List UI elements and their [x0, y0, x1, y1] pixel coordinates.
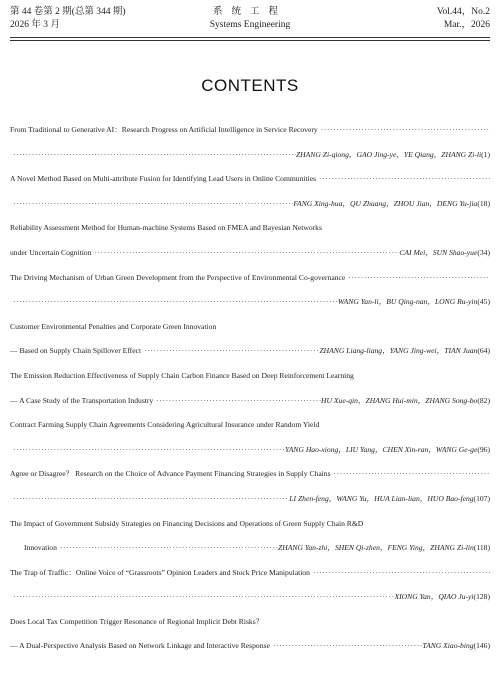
toc-title-line	[10, 272, 490, 297]
journal-name-cn: 系统工程	[212, 7, 287, 17]
article-authors: ZHANG Zi-qiong，GAO Jing-ye，YE Qiang，ZHANG Zi-li	[295, 149, 482, 159]
toc-author-line	[10, 640, 490, 665]
article-authors: WANG Yan-li，BU Qing-nan，LONG Ru-yin	[337, 297, 478, 307]
article-page: (64)	[477, 346, 490, 356]
article-authors: ZHANG Yan-zhi，SHEN Qi-zhen，FENG Ying，ZHANG Zi-lin	[278, 543, 474, 553]
article-page: (45)	[477, 297, 490, 307]
article-authors: TANG Xiao-bing	[422, 641, 474, 651]
dot-leader	[270, 640, 423, 652]
toc-title-line	[10, 370, 490, 395]
toc-author-line	[10, 198, 490, 223]
toc-title-line	[10, 616, 490, 641]
dot-leader	[10, 198, 293, 210]
dot-leader	[310, 567, 490, 579]
article-authors: FANG Xing-hua，QU Zhuang，ZHOU Jian，DENG Yu-jia	[293, 198, 478, 208]
article-page: (34)	[477, 247, 490, 257]
article-authors: YANG Hao-xiong，LIU Yang，CHEN Xin-ran，WANG Ge-ge	[285, 444, 478, 454]
dot-leader	[57, 542, 278, 554]
toc-author-line	[10, 395, 490, 420]
article-page: (18)	[477, 198, 490, 208]
dot-leader	[10, 444, 285, 456]
toc-author-line	[10, 542, 490, 567]
article-title: Reliability Assessment Method for Human-machine Systems Based on FMEA and Bayesian Networks	[10, 223, 322, 233]
article-title: The Emission Reduction Effectiveness of Supply Chain Carbon Finance Based on Deep Reinforcement Learning	[10, 370, 354, 380]
article-page: (146)	[473, 641, 490, 651]
issue-volume: 第 44 卷第 2 期(总第 344 期)	[10, 7, 126, 17]
article-title: Agree or Disagree？ Research on the Choice of Advance Payment Financing Strategies in Supply Chains	[10, 469, 331, 479]
header-rule-thin	[10, 40, 490, 41]
article-title-continued: — Based on Supply Chain Spillover Effect	[10, 346, 142, 356]
toc-author-line	[10, 591, 490, 616]
toc-title-line	[10, 567, 490, 592]
article-authors: LI Zhen-feng，WANG Yu，HUA Lian-lian，HUO Bao-feng	[289, 493, 474, 503]
article-title: The Driving Mechanism of Urban Green Development from the Perspective of Environmental Co-governance	[10, 272, 346, 282]
issue-date-cn: 2026 年 3 月	[10, 20, 60, 30]
article-authors: CAI Mei，SUN Shao-yue	[399, 247, 478, 257]
toc-title-line	[10, 419, 490, 444]
article-title: Does Local Tax Competition Trigger Resonance of Regional Implicit Debt Risks？	[10, 616, 264, 626]
article-page: (82)	[477, 395, 490, 405]
toc-title-line	[10, 321, 490, 346]
page-title: CONTENTS	[201, 76, 299, 95]
toc-author-line	[10, 296, 490, 321]
article-title: The Impact of Government Subsidy Strategies on Financing Decisions and Operations of Green Supply Chain R&D	[10, 518, 364, 528]
toc-title-line	[10, 518, 490, 543]
article-page: (128)	[473, 592, 490, 602]
header-rule-thick	[10, 37, 490, 38]
dot-leader	[331, 468, 490, 480]
journal-name-en: Systems Engineering	[209, 20, 291, 30]
table-of-contents	[10, 124, 490, 665]
toc-author-line	[10, 345, 490, 370]
dot-leader	[318, 124, 490, 136]
dot-leader	[10, 591, 395, 603]
article-title: A Novel Method Based on Multi-attribute Fusion for Identifying Lead Users in Online Communities	[10, 174, 317, 184]
dot-leader	[10, 493, 289, 505]
volume-info	[437, 6, 490, 32]
toc-author-line	[10, 247, 490, 272]
article-authors: ZHANG Liang-liang，YANG Jing-wei，TIAN Juan	[319, 346, 478, 356]
issue-date-en: Mar.，2026	[443, 20, 490, 30]
toc-author-line	[10, 149, 490, 174]
article-title: Customer Environmental Penalties and Corporate Green Innovation	[10, 321, 217, 331]
journal-name	[10, 6, 490, 32]
toc-title-line	[10, 222, 490, 247]
dot-leader	[141, 345, 319, 357]
dot-leader	[153, 395, 321, 407]
article-page: (96)	[477, 444, 490, 454]
dot-leader	[316, 173, 490, 185]
dot-leader	[10, 149, 296, 161]
toc-author-line	[10, 444, 490, 469]
toc-title-line	[10, 124, 490, 149]
article-authors: HU Xue-qin，ZHANG Hui-min，ZHANG Song-bo	[321, 395, 478, 405]
dot-leader	[10, 296, 338, 308]
article-title: Contract Farming Supply Chain Agreements Considering Agricultural Insurance under Random Yield	[10, 420, 320, 430]
article-page: (118)	[473, 543, 490, 553]
dot-leader	[345, 272, 490, 284]
article-authors: XIONG Yan，QIAO Ju-yi	[394, 592, 474, 602]
article-title: From Traditional to Generative AI：Research Progress on Artificial Intelligence in Service Recovery	[10, 125, 318, 134]
volume-number: Vol.44，No.2	[436, 7, 490, 17]
toc-title-line	[10, 173, 490, 198]
article-page: (1)	[481, 149, 490, 159]
article-title-continued: — A Dual-Perspective Analysis Based on Network Linkage and Interactive Response	[10, 641, 270, 651]
toc-author-line	[10, 493, 490, 518]
article-title-continued: under Uncertain Cognition	[10, 247, 92, 257]
article-title-continued: — A Case Study of the Transportation Industry	[10, 395, 154, 405]
article-page: (107)	[473, 493, 490, 503]
article-title-continued: Innovation	[24, 543, 57, 553]
dot-leader	[91, 247, 399, 259]
article-title: The Trap of Traffic：Online Voice of “Grassroots” Opinion Leaders and Stock Price Manipulation	[10, 567, 310, 577]
toc-title-line	[10, 468, 490, 493]
